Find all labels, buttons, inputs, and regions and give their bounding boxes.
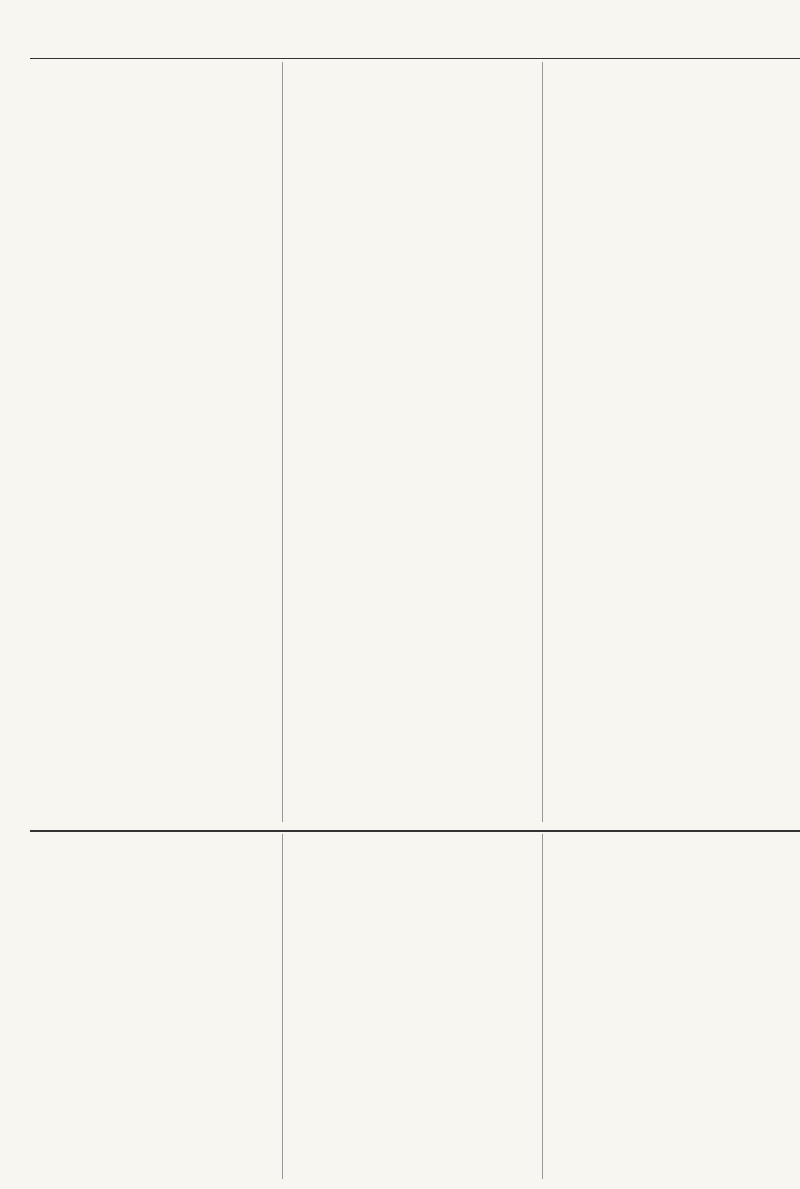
top-column-1 <box>30 64 274 824</box>
bottom-column-3 <box>550 836 794 1181</box>
top-column-3 <box>550 64 794 824</box>
bottom-column-1 <box>30 836 274 1181</box>
section-rule <box>30 830 800 832</box>
column-separator <box>542 62 543 822</box>
column-separator <box>282 62 283 822</box>
column-separator <box>542 834 543 1179</box>
column-separator <box>282 834 283 1179</box>
top-rule <box>30 58 800 59</box>
bottom-column-2 <box>290 836 534 1181</box>
top-column-2 <box>290 64 534 824</box>
